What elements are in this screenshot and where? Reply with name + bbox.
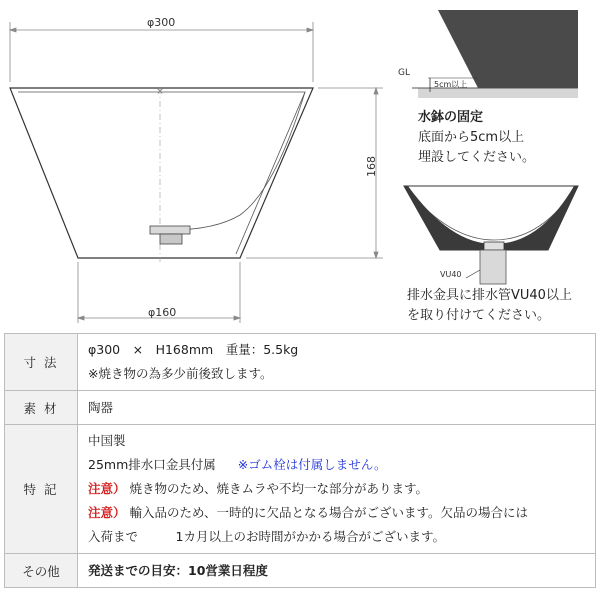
features-label: 特 記 [5,425,78,554]
bowl-side-view [10,87,313,262]
drain-note [407,286,572,326]
drain-diagram [404,186,578,284]
width-dimension [10,22,313,82]
caution-1: 焼き物のため、焼きムラや不均一な部分があります。 [129,481,429,496]
spec-row-size [5,334,596,391]
fixing-title: 水鉢の固定 [418,110,484,125]
svg-text:×: × [156,87,164,97]
size-label: 寸 法 [5,334,78,391]
size-note: ※焼き物の為多少前後致します。 [88,366,273,381]
dim-base-label: φ160 [148,306,177,319]
caution-mark-2: 注意） [88,505,126,520]
fixing-line-2: 埋設してください。 [418,150,536,165]
other-value: 発送までの目安：10営業日程度 [78,554,596,588]
caution-mark-1: 注意） [88,481,126,496]
caution-2-cont: 入荷まで 1カ月以上のお時間がかかる場合がございます。 [88,529,445,544]
spec-row-other [5,554,596,588]
dim-height-label: 168 [365,156,378,177]
material-value: 陶器 [78,391,596,425]
rubber-stopper-note: ※ゴム栓は付属しません。 [237,457,387,472]
gl-label: GL [398,68,410,78]
origin: 中国製 [88,433,126,448]
fixing-line-1: 底面から5cm以上 [418,130,525,145]
drain-fitting: 25mm排水口金具付属 [88,457,216,472]
depth-label: 5cm以上 [434,80,468,89]
drain-line-2: を取り付けてください。 [407,308,551,323]
drain-line-1: 排水金具に排水管VU40以上 [407,288,572,303]
material-label: 素 材 [5,391,78,425]
fixing-note [418,108,535,168]
spec-row-material [5,391,596,425]
dim-top-label: φ300 [147,16,176,29]
pipe-label: VU40 [440,270,462,279]
size-value: φ300 × H168mm 重量：5.5kg [88,342,299,357]
spec-row-features [5,425,596,554]
spec-table [4,333,596,588]
other-label: その他 [5,554,78,588]
caution-2: 輸入品のため、一時的に欠品となる場合がございます。欠品の場合には [129,505,529,520]
